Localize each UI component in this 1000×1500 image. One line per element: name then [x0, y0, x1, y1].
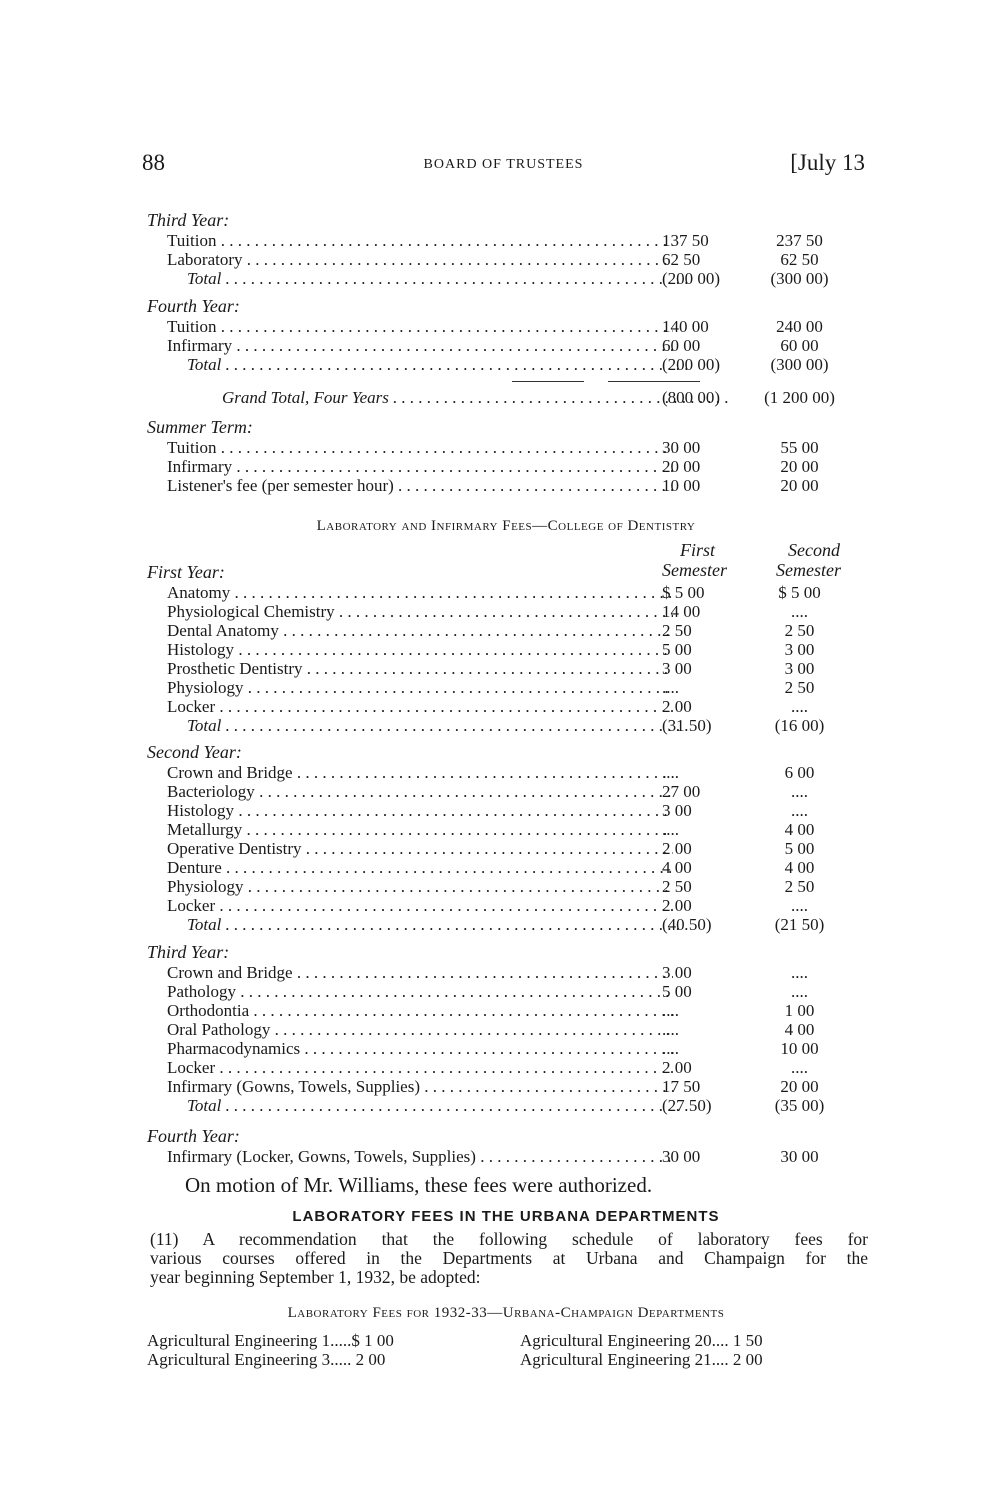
fee-row: Laboratory . . . 62 50 62 50 — [147, 250, 857, 269]
fourth-year-section — [147, 296, 857, 374]
recommendation-paragraph — [150, 1230, 868, 1287]
section-heading: Third Year: — [147, 210, 230, 230]
total-row: Total . . . (31 50) (16 00) — [147, 716, 857, 735]
section-heading: Summer Term: — [147, 417, 253, 437]
section-heading: Second Year: — [147, 742, 242, 762]
total-row: Total . . . (200 00) (300 00) — [147, 355, 857, 374]
dent-fourth-year-section — [147, 1126, 857, 1166]
running-title: BOARD OF TRUSTEES — [423, 157, 584, 172]
fee-row: Infirmary . . . 20 00 20 00 — [147, 457, 857, 476]
fee-row: Operative Dentistry . . . 2 00 5 00 — [147, 839, 857, 858]
dent-third-year-section — [147, 942, 857, 1115]
fee-row: Bacteriology . . . 27 00 .... — [147, 782, 857, 801]
fee-row: Infirmary (Gowns, Towels, Supplies) . . . 17 50 20 00 — [147, 1077, 857, 1096]
fee-row: Pathology . . . 5 00 .... — [147, 982, 857, 1001]
fee-row: Locker . . . 2 00 .... — [147, 1058, 857, 1077]
urbana-table-title: Laboratory Fees for 1932-33—Urbana-Champaign Departments — [287, 1305, 725, 1321]
section-heading: Fourth Year: — [147, 296, 240, 316]
fee-row: Pharmacodynamics . . . .... 10 00 — [147, 1039, 857, 1058]
col1-head-line1: First — [680, 540, 716, 560]
fee-row: Orthodontia . . . .... 1 00 — [147, 1001, 857, 1020]
summer-term-section — [147, 417, 857, 495]
fee-row: Dental Anatomy . . . 2 50 2 50 — [147, 621, 857, 640]
fee-row: Physiological Chemistry . . . 14 00 .... — [147, 602, 857, 621]
fee-row: Histology . . . 3 00 .... — [147, 801, 857, 820]
sum-rule — [608, 381, 700, 382]
third-year-section — [147, 210, 857, 288]
dentistry-table-title: Laboratory and Infirmary Fees—College of Dentistry — [316, 518, 696, 534]
urbana-fee-left: Agricultural Engineering 1.....$ 1 00 — [147, 1331, 394, 1350]
total-row: Total . . . (27 50) (35 00) — [147, 1096, 857, 1115]
fee-row: Infirmary (Locker, Gowns, Towels, Supplies) . . . 30 00 30 00 — [147, 1147, 857, 1166]
section-heading: First Year: — [147, 562, 225, 582]
page-header — [142, 150, 865, 180]
fee-row: Prosthetic Dentistry . . . 3 00 3 00 — [147, 659, 857, 678]
col1-head-line2: Semester — [662, 560, 727, 580]
motion-text: On motion of Mr. Williams, these fees were authorized. — [185, 1173, 653, 1197]
paragraph-line: various courses offered in the Departments at Urbana and Champaign for the — [150, 1248, 868, 1268]
fee-row: Anatomy . . . $ 5 00 $ 5 00 — [147, 583, 857, 602]
fee-row: Crown and Bridge . . . 3 00 .... — [147, 963, 857, 982]
section-heading: Third Year: — [147, 942, 230, 962]
section-heading: Fourth Year: — [147, 1126, 240, 1146]
fee-row: Tuition . . . 140 00 240 00 — [147, 317, 857, 336]
fee-row: Histology . . . 5 00 3 00 — [147, 640, 857, 659]
total-row: Total . . . (40 50) (21 50) — [147, 915, 857, 934]
fee-row: Denture . . . 4 00 4 00 — [147, 858, 857, 877]
fee-row: Oral Pathology . . . .... 4 00 — [147, 1020, 857, 1039]
dent-first-year-section — [147, 562, 857, 735]
fee-row: Tuition . . . 30 00 55 00 — [147, 438, 857, 457]
urbana-fee-right: Agricultural Engineering 20.... 1 50 — [520, 1331, 763, 1350]
fee-row: Locker . . . 2 00 .... — [147, 697, 857, 716]
dent-second-year-section — [147, 742, 857, 934]
fee-row: Crown and Bridge . . . .... 6 00 — [147, 763, 857, 782]
paragraph-line: (11) A recommendation that the following schedule of laboratory fees for — [150, 1229, 868, 1249]
total-row: Total . . . (200 00) (300 00) — [147, 269, 857, 288]
header-date: [July 13 — [790, 150, 865, 175]
fee-row: Tuition . . . 137 50 237 50 — [147, 231, 857, 250]
grand-total — [147, 388, 857, 407]
urbana-fee-right: Agricultural Engineering 21.... 2 00 — [520, 1350, 763, 1369]
fee-row: Metallurgy . . . .... 4 00 — [147, 820, 857, 839]
fee-row: Infirmary . . . 60 00 60 00 — [147, 336, 857, 355]
fee-row: Listener's fee (per semester hour) . . . 10 00 20 00 — [147, 476, 857, 495]
urbana-fee-left: Agricultural Engineering 3..... 2 00 — [147, 1350, 386, 1369]
col2-head-line2: Semester — [776, 560, 841, 580]
grand-total-row: Grand Total, Four Years . . . (800 00) (1 200 00) — [147, 388, 857, 407]
sum-rule — [512, 381, 584, 382]
col2-head-line1: Second — [788, 540, 840, 560]
paragraph-line: year beginning September 1, 1932, be adopted: — [150, 1267, 481, 1287]
fee-row: Physiology . . . 2 50 2 50 — [147, 877, 857, 896]
urbana-heading: LABORATORY FEES IN THE URBANA DEPARTMENTS — [292, 1208, 720, 1225]
page-number: 88 — [142, 150, 165, 175]
fee-row: Physiology . . . .... 2 50 — [147, 678, 857, 697]
fee-row: Locker . . . 2 00 .... — [147, 896, 857, 915]
